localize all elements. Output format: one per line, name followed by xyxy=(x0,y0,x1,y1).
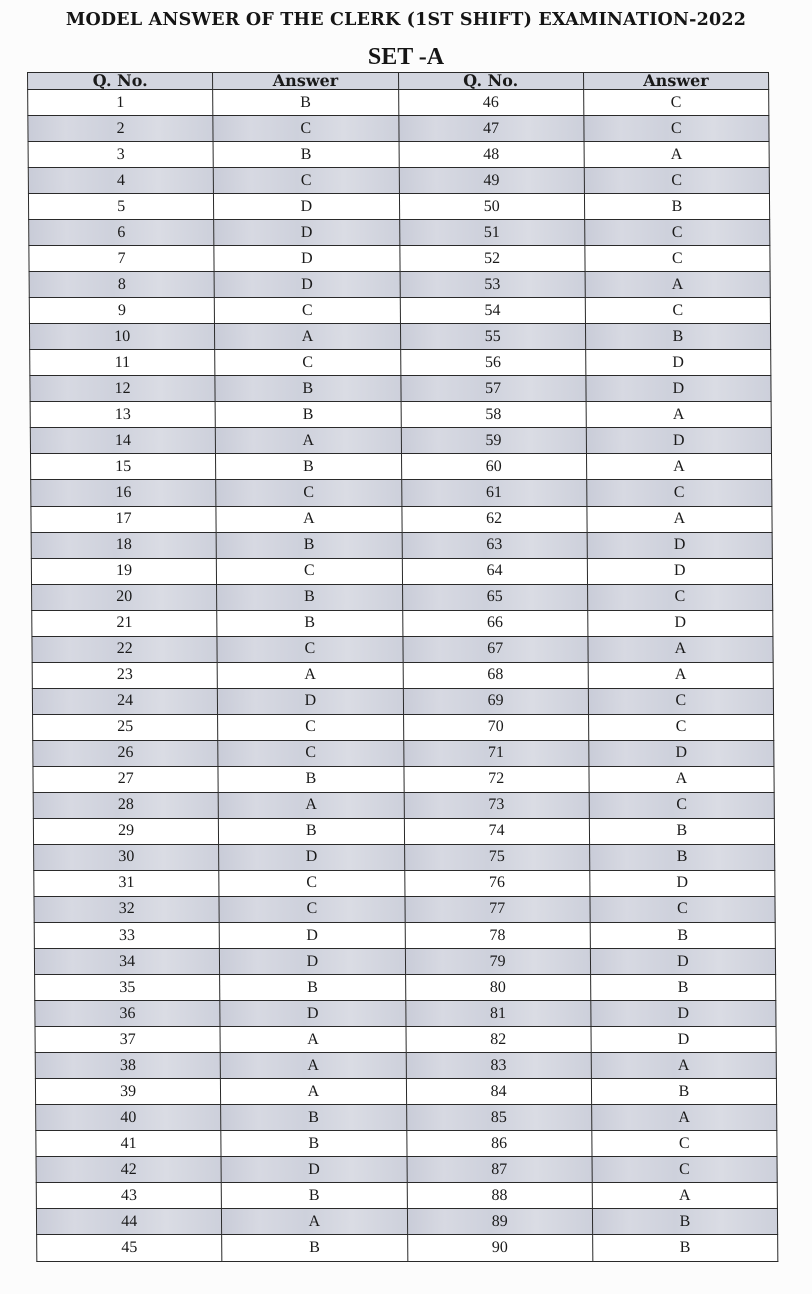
question-number-cell: 6 xyxy=(29,220,214,246)
question-number-cell: 11 xyxy=(30,350,215,376)
header-answer-right: Answer xyxy=(583,73,768,90)
answer-cell: B xyxy=(217,610,402,636)
table-row xyxy=(29,272,770,298)
question-number-cell: 17 xyxy=(31,506,216,532)
answer-cell: C xyxy=(215,350,400,376)
answer-cell: B xyxy=(589,818,774,844)
question-number-cell: 81 xyxy=(405,1001,590,1027)
answer-cell: C xyxy=(585,298,770,324)
answer-cell: B xyxy=(213,90,398,116)
answer-cell: C xyxy=(587,584,772,610)
table-row xyxy=(29,298,770,324)
answer-cell: B xyxy=(221,1105,406,1131)
answer-cell: B xyxy=(585,324,770,350)
question-number-cell: 49 xyxy=(399,168,584,194)
question-number-cell: 30 xyxy=(34,844,219,870)
header-answer-left: Answer xyxy=(213,73,398,90)
answer-cell: C xyxy=(588,688,773,714)
table-row xyxy=(33,766,774,792)
question-number-cell: 46 xyxy=(398,90,583,116)
question-number-cell: 74 xyxy=(404,818,589,844)
question-number-cell: 38 xyxy=(35,1053,220,1079)
question-number-cell: 73 xyxy=(404,792,589,818)
question-number-cell: 34 xyxy=(34,949,219,975)
answer-cell: A xyxy=(584,142,769,168)
question-number-cell: 72 xyxy=(403,766,588,792)
table-row xyxy=(34,949,775,975)
table-row xyxy=(34,844,775,870)
question-number-cell: 70 xyxy=(403,714,588,740)
question-number-cell: 36 xyxy=(35,1001,220,1027)
answer-cell: B xyxy=(591,1079,776,1105)
question-number-cell: 69 xyxy=(403,688,588,714)
question-number-cell: 77 xyxy=(404,896,589,922)
question-number-cell: 41 xyxy=(36,1131,221,1157)
answer-cell: C xyxy=(588,714,773,740)
question-number-cell: 88 xyxy=(407,1183,592,1209)
answer-cell: A xyxy=(221,1079,406,1105)
answer-cell: C xyxy=(217,636,402,662)
question-number-cell: 58 xyxy=(401,402,586,428)
question-number-cell: 68 xyxy=(403,662,588,688)
question-number-cell: 52 xyxy=(399,246,584,272)
question-number-cell: 75 xyxy=(404,844,589,870)
table-row xyxy=(31,558,772,584)
question-number-cell: 23 xyxy=(32,662,217,688)
question-number-cell: 15 xyxy=(30,454,215,480)
answer-cell: A xyxy=(586,454,771,480)
question-number-cell: 5 xyxy=(28,194,213,220)
answer-cell: C xyxy=(583,90,768,116)
answer-cell: D xyxy=(590,870,775,896)
question-number-cell: 57 xyxy=(400,376,585,402)
answer-cell: B xyxy=(217,584,402,610)
question-number-cell: 87 xyxy=(407,1157,592,1183)
question-number-cell: 60 xyxy=(401,454,586,480)
answer-cell: B xyxy=(216,454,401,480)
table-row xyxy=(37,1235,778,1262)
answer-cell: D xyxy=(214,194,399,220)
table-row xyxy=(34,923,775,949)
header-question-number-right: Q. No. xyxy=(398,73,583,90)
question-number-cell: 10 xyxy=(29,324,214,350)
question-number-cell: 40 xyxy=(36,1105,221,1131)
table-row xyxy=(34,896,775,922)
answer-cell: D xyxy=(220,949,405,975)
question-number-cell: 37 xyxy=(35,1027,220,1053)
table-row xyxy=(35,1027,776,1053)
question-number-cell: 55 xyxy=(400,324,585,350)
answer-cell: B xyxy=(590,923,775,949)
question-number-cell: 64 xyxy=(402,558,587,584)
question-number-cell: 79 xyxy=(405,949,590,975)
answer-rows xyxy=(28,90,778,1262)
answer-cell: C xyxy=(216,480,401,506)
answer-cell: C xyxy=(589,792,774,818)
question-number-cell: 48 xyxy=(399,142,584,168)
answer-cell: A xyxy=(216,506,401,532)
question-number-cell: 43 xyxy=(36,1183,221,1209)
table-row xyxy=(30,454,771,480)
answer-cell: D xyxy=(221,1157,406,1183)
question-number-cell: 82 xyxy=(405,1027,590,1053)
question-number-cell: 71 xyxy=(403,740,588,766)
answer-cell: C xyxy=(584,168,769,194)
question-number-cell: 78 xyxy=(405,923,590,949)
answer-cell: A xyxy=(215,324,400,350)
document-title: MODEL ANSWER OF THE CLERK (1ST SHIFT) EXAMINATION-2022 xyxy=(65,10,747,30)
answer-cell: B xyxy=(220,975,405,1001)
answer-cell: C xyxy=(215,298,400,324)
table-row xyxy=(33,714,774,740)
answer-cell: D xyxy=(587,558,772,584)
question-number-cell: 89 xyxy=(407,1209,592,1235)
answer-cell: A xyxy=(586,402,771,428)
table-row xyxy=(33,818,774,844)
question-number-cell: 47 xyxy=(398,116,583,142)
question-number-cell: 19 xyxy=(31,558,216,584)
answer-cell: B xyxy=(222,1235,407,1262)
question-number-cell: 84 xyxy=(406,1079,591,1105)
answer-cell: C xyxy=(218,714,403,740)
table-row xyxy=(34,870,775,896)
answer-cell: D xyxy=(219,844,404,870)
set-label: SET -A xyxy=(367,44,445,70)
answer-cell: A xyxy=(588,636,773,662)
question-number-cell: 35 xyxy=(35,975,220,1001)
question-number-cell: 42 xyxy=(36,1157,221,1183)
question-number-cell: 31 xyxy=(34,870,219,896)
answer-cell: C xyxy=(585,246,770,272)
table-row xyxy=(28,142,769,168)
question-number-cell: 39 xyxy=(35,1079,220,1105)
question-number-cell: 51 xyxy=(399,220,584,246)
question-number-cell: 22 xyxy=(32,636,217,662)
table-row xyxy=(36,1131,777,1157)
question-number-cell: 67 xyxy=(402,636,587,662)
table-row xyxy=(35,1053,776,1079)
answer-cell: D xyxy=(587,610,772,636)
answer-cell: A xyxy=(591,1105,776,1131)
answer-cell: D xyxy=(218,688,403,714)
table-header-row xyxy=(28,73,769,90)
table-row xyxy=(30,350,771,376)
question-number-cell: 2 xyxy=(28,116,213,142)
question-number-cell: 20 xyxy=(32,584,217,610)
question-number-cell: 56 xyxy=(400,350,585,376)
table-row xyxy=(36,1157,777,1183)
answer-cell: A xyxy=(216,428,401,454)
answer-cell: D xyxy=(585,350,770,376)
answer-sheet xyxy=(27,72,778,1262)
question-number-cell: 27 xyxy=(33,766,218,792)
table-row xyxy=(30,376,771,402)
answer-cell: B xyxy=(216,532,401,558)
question-number-cell: 24 xyxy=(32,688,217,714)
header-question-number-left: Q. No. xyxy=(28,73,213,90)
table-row xyxy=(31,480,772,506)
answer-cell: D xyxy=(220,1001,405,1027)
answer-cell: B xyxy=(221,1131,406,1157)
question-number-cell: 7 xyxy=(29,246,214,272)
answer-cell: D xyxy=(590,949,775,975)
table-row xyxy=(29,246,770,272)
answer-table xyxy=(27,72,778,1262)
answer-cell: A xyxy=(591,1053,776,1079)
question-number-cell: 62 xyxy=(401,506,586,532)
answer-cell: B xyxy=(218,766,403,792)
question-number-cell: 12 xyxy=(30,376,215,402)
answer-cell: B xyxy=(584,194,769,220)
answer-cell: A xyxy=(222,1209,407,1235)
table-row xyxy=(35,1001,776,1027)
table-row xyxy=(30,428,771,454)
answer-cell: C xyxy=(584,116,769,142)
question-number-cell: 63 xyxy=(402,532,587,558)
answer-cell: C xyxy=(590,896,775,922)
question-number-cell: 86 xyxy=(406,1131,591,1157)
answer-cell: A xyxy=(217,662,402,688)
answer-cell: C xyxy=(213,116,398,142)
table-row xyxy=(35,1079,776,1105)
question-number-cell: 8 xyxy=(29,272,214,298)
table-row xyxy=(36,1209,777,1235)
answer-cell: D xyxy=(214,272,399,298)
answer-cell: D xyxy=(588,740,773,766)
question-number-cell: 9 xyxy=(29,298,214,324)
answer-cell: D xyxy=(591,1001,776,1027)
question-number-cell: 28 xyxy=(33,792,218,818)
answer-cell: C xyxy=(592,1131,777,1157)
answer-cell: A xyxy=(589,766,774,792)
answer-cell: D xyxy=(214,220,399,246)
table-row xyxy=(31,506,772,532)
question-number-cell: 53 xyxy=(400,272,585,298)
answer-cell: A xyxy=(587,506,772,532)
answer-cell: D xyxy=(587,532,772,558)
question-number-cell: 29 xyxy=(33,818,218,844)
question-number-cell: 3 xyxy=(28,142,213,168)
question-number-cell: 33 xyxy=(34,923,219,949)
table-row xyxy=(33,740,774,766)
question-number-cell: 45 xyxy=(37,1235,222,1262)
question-number-cell: 90 xyxy=(407,1235,592,1262)
question-number-cell: 61 xyxy=(401,480,586,506)
answer-cell: B xyxy=(592,1209,777,1235)
answer-cell: C xyxy=(214,168,399,194)
table-row xyxy=(28,194,769,220)
answer-cell: D xyxy=(591,1027,776,1053)
answer-cell: B xyxy=(592,1235,777,1262)
table-row xyxy=(32,688,773,714)
table-row xyxy=(33,792,774,818)
answer-cell: C xyxy=(217,558,402,584)
answer-cell: B xyxy=(219,818,404,844)
question-number-cell: 85 xyxy=(406,1105,591,1131)
question-number-cell: 44 xyxy=(36,1209,221,1235)
question-number-cell: 25 xyxy=(33,714,218,740)
question-number-cell: 32 xyxy=(34,896,219,922)
answer-cell: D xyxy=(586,376,771,402)
question-number-cell: 13 xyxy=(30,402,215,428)
answer-cell: A xyxy=(585,272,770,298)
table-row xyxy=(29,324,770,350)
answer-cell: C xyxy=(218,740,403,766)
question-number-cell: 59 xyxy=(401,428,586,454)
table-row xyxy=(32,662,773,688)
answer-cell: B xyxy=(590,975,775,1001)
answer-cell: C xyxy=(219,870,404,896)
answer-cell: B xyxy=(213,142,398,168)
table-row xyxy=(31,532,772,558)
answer-cell: B xyxy=(589,844,774,870)
question-number-cell: 1 xyxy=(28,90,213,116)
answer-cell: A xyxy=(220,1027,405,1053)
table-row xyxy=(32,636,773,662)
table-row xyxy=(30,402,771,428)
table-row xyxy=(28,116,769,142)
answer-cell: A xyxy=(588,662,773,688)
question-number-cell: 16 xyxy=(31,480,216,506)
table-row xyxy=(28,168,769,194)
answer-cell: D xyxy=(214,246,399,272)
answer-cell: D xyxy=(586,428,771,454)
answer-cell: C xyxy=(586,480,771,506)
table-row xyxy=(36,1105,777,1131)
table-row xyxy=(32,610,773,636)
answer-cell: D xyxy=(219,923,404,949)
answer-cell: B xyxy=(215,376,400,402)
question-number-cell: 65 xyxy=(402,584,587,610)
question-number-cell: 14 xyxy=(30,428,215,454)
answer-cell: A xyxy=(592,1183,777,1209)
answer-cell: C xyxy=(592,1157,777,1183)
question-number-cell: 26 xyxy=(33,740,218,766)
question-number-cell: 83 xyxy=(406,1053,591,1079)
answer-cell: C xyxy=(584,220,769,246)
table-row xyxy=(35,975,776,1001)
question-number-cell: 4 xyxy=(28,168,213,194)
question-number-cell: 50 xyxy=(399,194,584,220)
table-row xyxy=(28,90,769,116)
table-row xyxy=(32,584,773,610)
question-number-cell: 54 xyxy=(400,298,585,324)
question-number-cell: 18 xyxy=(31,532,216,558)
answer-cell: C xyxy=(219,896,404,922)
answer-cell: B xyxy=(215,402,400,428)
question-number-cell: 76 xyxy=(404,870,589,896)
table-row xyxy=(36,1183,777,1209)
question-number-cell: 66 xyxy=(402,610,587,636)
answer-cell: A xyxy=(220,1053,405,1079)
question-number-cell: 21 xyxy=(32,610,217,636)
table-row xyxy=(29,220,770,246)
answer-cell: B xyxy=(221,1183,406,1209)
answer-cell: A xyxy=(218,792,403,818)
question-number-cell: 80 xyxy=(405,975,590,1001)
